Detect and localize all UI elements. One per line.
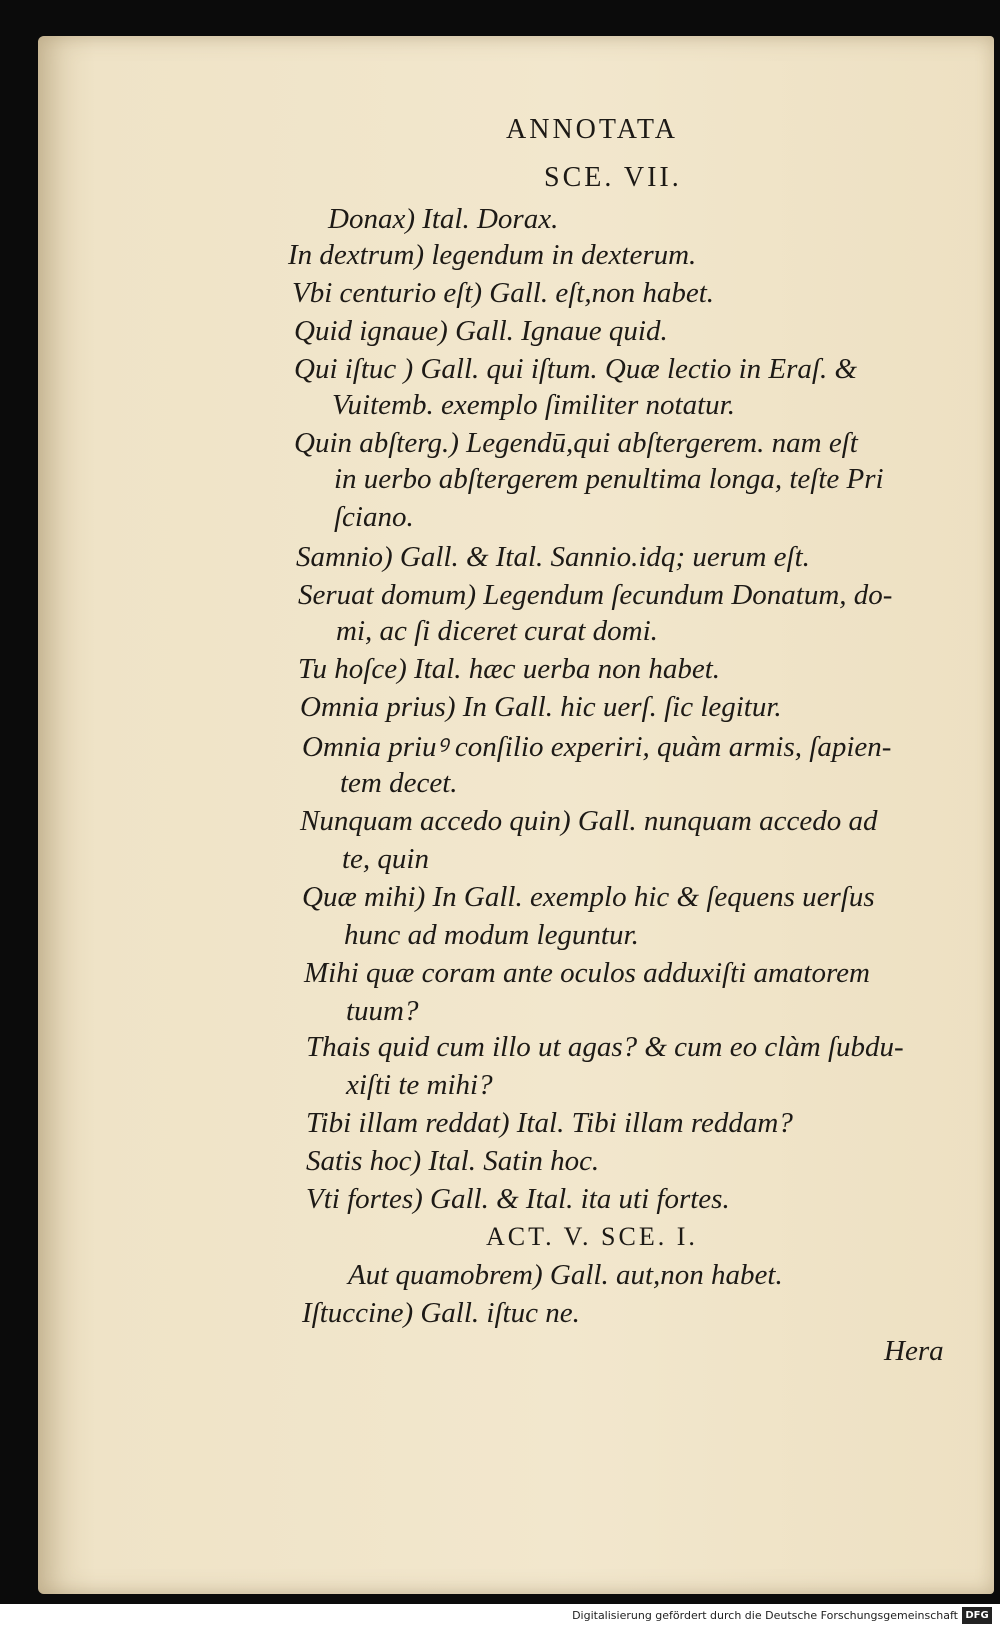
running-title: ANNOTATA bbox=[506, 114, 678, 145]
text-line: Aut quamobrem) Gall. aut,non habet. bbox=[348, 1259, 783, 1291]
text-line: tuum? bbox=[346, 995, 419, 1027]
text-line: in uerbo abſtergerem penultima longa, teſte Pri bbox=[334, 463, 884, 495]
scene-heading: SCE. VII. bbox=[544, 162, 682, 193]
text-line: Qui iſtuc ) Gall. qui iſtum. Quæ lectio in Eraſ. & bbox=[294, 353, 858, 385]
text-line: xiſti te mihi? bbox=[346, 1069, 493, 1101]
text-line: ſciano. bbox=[334, 501, 414, 533]
text-line: Omnia priuꝰ conſilio experiri, quàm armis, ſapien- bbox=[302, 731, 892, 763]
text-line: In dextrum) legendum in dexterum. bbox=[288, 239, 697, 271]
text-line: Vti fortes) Gall. & Ital. ita uti fortes. bbox=[306, 1183, 730, 1215]
text-line: Quin abſterg.) Legendū,qui abſtergerem. nam eſt bbox=[294, 427, 858, 459]
text-line: hunc ad modum leguntur. bbox=[344, 919, 639, 951]
text-line: Tu hoſce) Ital. hæc uerba non habet. bbox=[298, 653, 721, 685]
text-line: Thais quid cum illo ut agas? & cum eo clàm ſubdu- bbox=[306, 1031, 904, 1063]
text-line: Mihi quæ coram ante oculos adduxiſti amatorem bbox=[304, 957, 870, 989]
act-heading: ACT. V. SCE. I. bbox=[486, 1222, 698, 1251]
text-line: te, quin bbox=[342, 843, 429, 875]
dfg-logo: DFG bbox=[962, 1607, 992, 1624]
catchword: Hera bbox=[884, 1335, 944, 1367]
text-line: Omnia prius) In Gall. hic uerſ. ſic legitur. bbox=[300, 691, 782, 723]
text-line: Quid ignaue) Gall. Ignaue quid. bbox=[294, 315, 668, 347]
text-line: Tibi illam reddat) Ital. Tibi illam reddam? bbox=[306, 1107, 793, 1139]
text-line: Satis hoc) Ital. Satin hoc. bbox=[306, 1145, 600, 1177]
text-line: tem decet. bbox=[340, 767, 458, 799]
text-line: Quæ mihi) In Gall. exemplo hic & ſequens uerſus bbox=[302, 881, 875, 913]
text-line: Samnio) Gall. & Ital. Sannio.idq; uerum eſt. bbox=[296, 541, 810, 573]
text-line: Donax) Ital. Dorax. bbox=[328, 203, 559, 235]
text-line: Seruat domum) Legendum ſecundum Donatum, do- bbox=[298, 579, 893, 611]
text-line: Iſtuccine) Gall. iſtuc ne. bbox=[302, 1297, 580, 1329]
text-line: Vbi centurio eſt) Gall. eſt,non habet. bbox=[292, 277, 715, 309]
text-line: mi, ac ſi diceret curat domi. bbox=[336, 615, 658, 647]
text-line: Nunquam accedo quin) Gall. nunquam accedo ad bbox=[300, 805, 878, 837]
digitization-credit: Digitalisierung gefördert durch die Deutsche Forschungsgemeinschaft bbox=[572, 1609, 958, 1622]
text-line: Vuitemb. exemplo ſimiliter notatur. bbox=[332, 389, 735, 421]
